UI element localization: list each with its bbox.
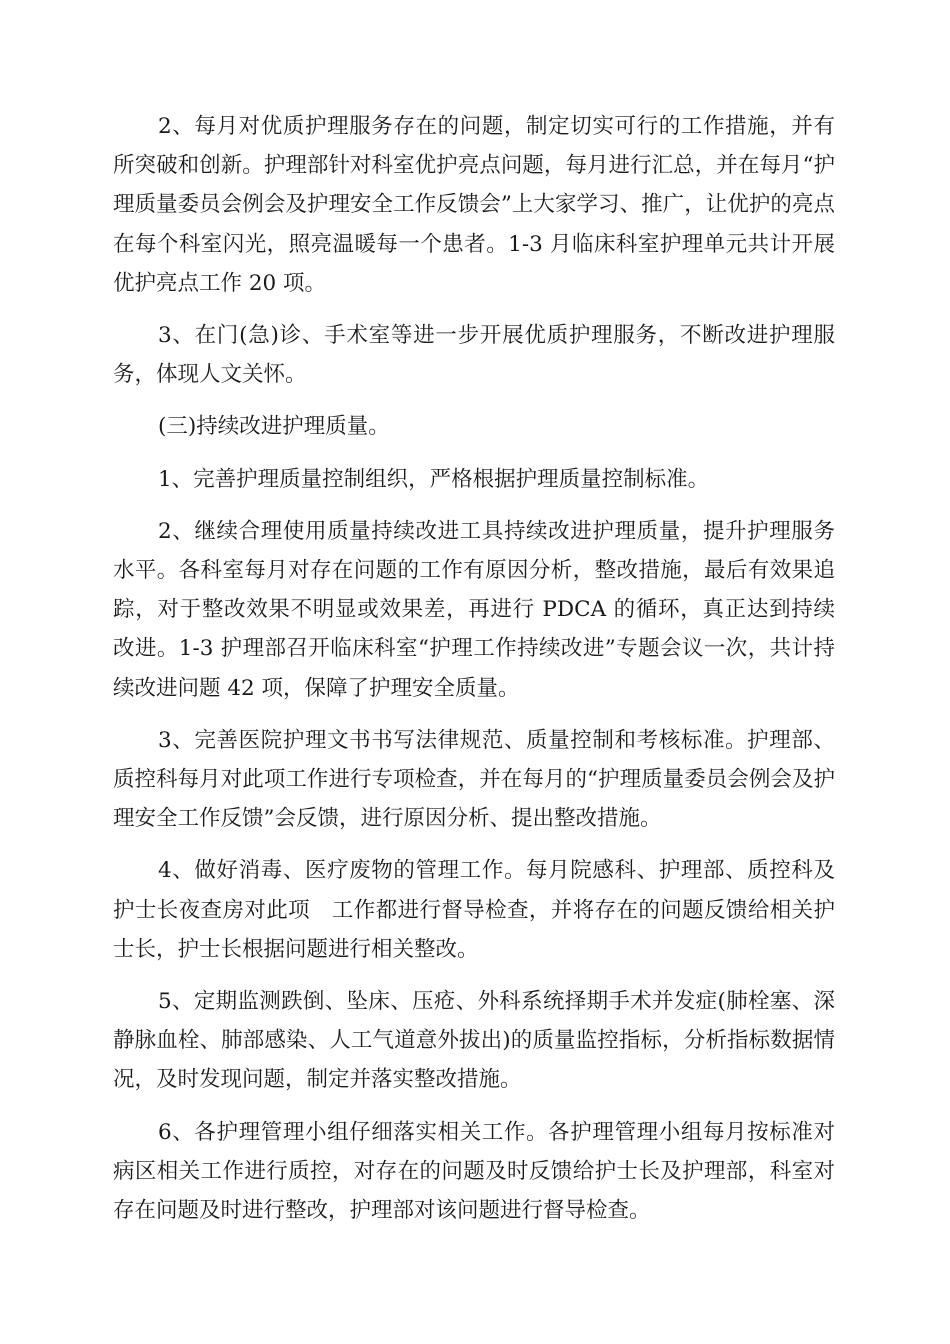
paragraph-quality-service-issues: 2、每月对优质护理服务存在的问题，制定切实可行的工作措施，并有所突破和创新。护理部针对科室优护亮点问题，每月进行汇总，并在每月“护理质量委员会例会及护理安全工作反馈会”上大家学习、推广，让优护的亮点在每个科室闪光，照亮温暖每一个患者。1-3 月临床科室护理单元共计开展优护亮点工作 20 项。 [113,114,835,296]
paragraph-nursing-documents: 3、完善医院护理文书书写法律规范、质量控制和考核标准。护理部、质控科每月对此项工作进行专项检查，并在每月的“护理质量委员会例会及护理安全工作反馈”会反馈，进行原因分析、提出整改措施。 [113,727,835,832]
paragraph-quality-control-organization: 1、完善护理质量控制组织，严格根据护理质量控制标准。 [158,466,710,492]
paragraph-disinfection-waste: 4、做好消毒、医疗废物的管理工作。每月院感科、护理部、质控科及护士长夜查房对此项 工作都进行督导检查，并将存在的问题反馈给相关护士长，护士长根据问题进行相关整改。 [113,858,835,962]
document-body [113,107,835,1243]
paragraph-pdca-improvement: 2、继续合理使用质量持续改进工具持续改进护理质量，提升护理服务水平。各科室每月对存在问题的工作有原因分析，整改措施，最后有效果追踪，对于整改效果不明显或效果差，再进行 PDCA 的循环，真正达到持续改进。1-3 护理部召开临床科室“护理工作持续改进”专题会议一次，共计持续改进问题 42 项，保障了护理安全质量。 [113,518,835,701]
paragraph-monitoring-indicators: 5、定期监测跌倒、坠床、压疮、外科系统择期手术并发症(肺栓塞、深静脉血栓、肺部感染、人工气道意外拔出)的质量监控指标，分析指标数据情况，及时发现问题，制定并落实整改措施。 [113,989,835,1093]
paragraph-outpatient-service: 3、在门(急)诊、手术室等进一步开展优质护理服务，不断改进护理服务，体现人文关怀。 [113,323,835,388]
paragraph-management-groups: 6、各护理管理小组仔细落实相关工作。各护理管理小组每月按标准对病区相关工作进行质控，对存在的问题及时反馈给护士长及护理部，科室对存在问题及时进行整改，护理部对该问题进行督导检查。 [113,1119,835,1224]
section-heading-quality-improvement: (三)持续改进护理质量。 [158,414,390,440]
